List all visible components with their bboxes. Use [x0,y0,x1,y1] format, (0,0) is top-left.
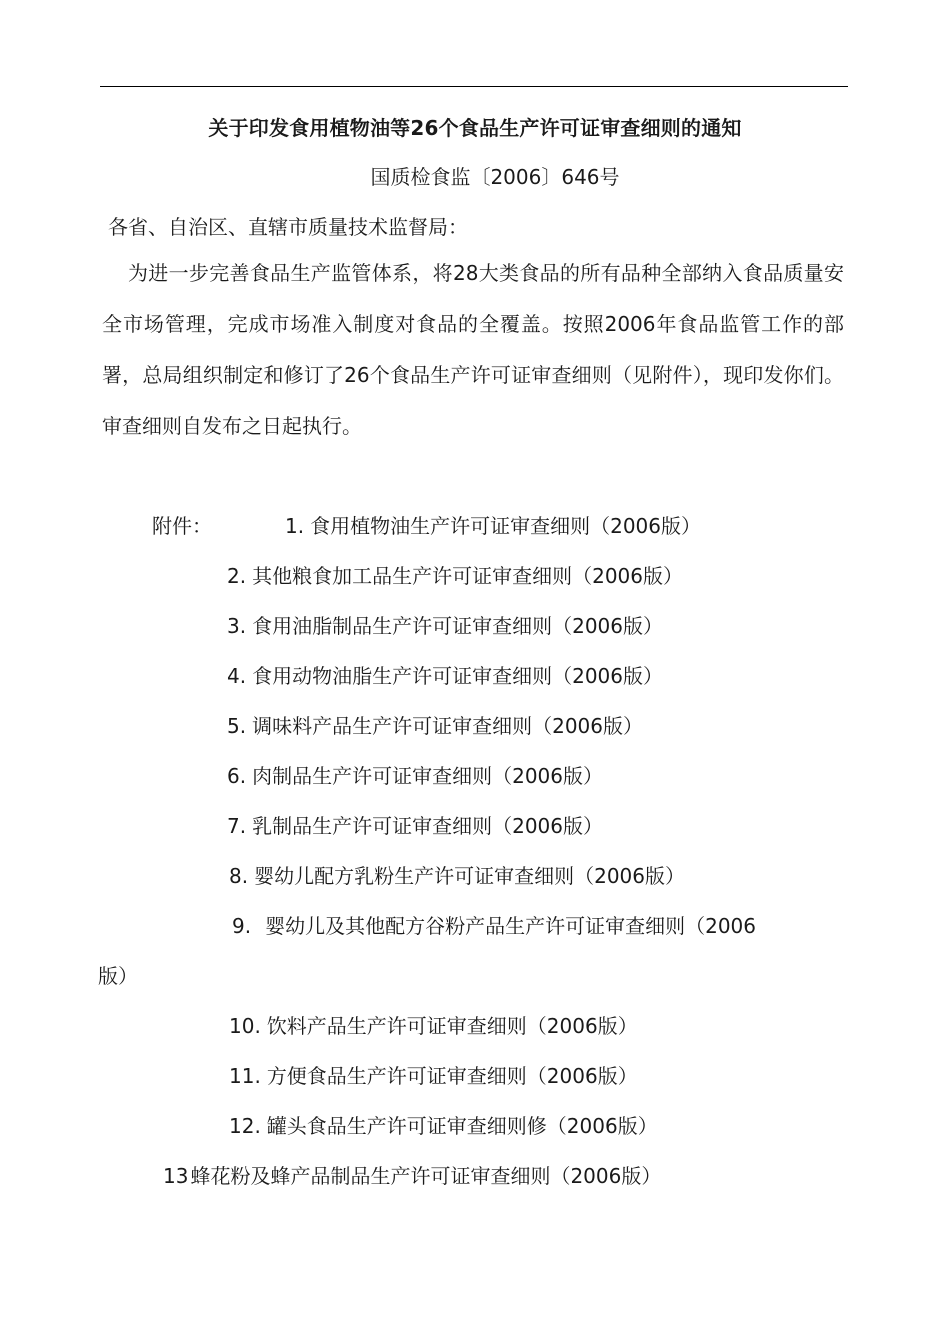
attachment-item [227,810,603,839]
document-number: 国质检食监〔2006〕646号 [370,165,620,189]
body-paragraph: 为进一步完善食品生产监管体系，将28大类食品的所有品种全部纳入食品质量安全市场管理，完成市场准入制度对食品的全覆盖。按照2006年食品监管工作的部署，总局组织制定和修订了26个食品生产许可证审查细则（见附件），现印发你们。审查细则自发布之日起执行。 [102,261,844,438]
attachment-number: 13 [163,1164,189,1188]
attachment-title: 肉制品生产许可证审查细则（2006版） [252,764,603,788]
attachments-label: 附件： [152,514,212,538]
attachment-number: 7. [227,814,247,838]
attachment-item [229,860,685,889]
document-title: 关于印发食用植物油等26个食品生产许可证审查细则的通知 [208,116,742,140]
attachment-number: 12. [229,1114,261,1138]
attachment-item [229,1060,638,1089]
attachment-item [232,910,756,939]
attachment-number: 5. [227,714,247,738]
attachment-title: 婴幼儿及其他配方谷粉产品生产许可证审查细则（2006 [265,914,756,938]
attachment-title: 食用植物油生产许可证审查细则（2006版） [310,514,701,538]
header-rule [100,86,848,87]
attachment-number: 8. [229,864,249,888]
attachment-title: 饮料产品生产许可证审查细则（2006版） [266,1014,638,1038]
attachment-number: 9. [232,914,252,938]
attachment-title: 食用油脂制品生产许可证审查细则（2006版） [252,614,663,638]
attachment-title: 食用动物油脂生产许可证审查细则（2006版） [252,664,663,688]
attachment-item [227,560,683,589]
attachment-title: 婴幼儿配方乳粉生产许可证审查细则（2006版） [254,864,685,888]
attachment-title: 其他粮食加工品生产许可证审查细则（2006版） [252,564,683,588]
attachment-title: 乳制品生产许可证审查细则（2006版） [252,814,603,838]
attachment-item [163,1160,661,1189]
attachment-number: 11. [229,1064,261,1088]
attachment-title: 蜂花粉及蜂产品制品生产许可证审查细则（2006版） [190,1164,662,1188]
attachment-number: 3. [227,614,247,638]
attachment-title: 方便食品生产许可证审查细则（2006版） [266,1064,638,1088]
attachment-number: 6. [227,764,247,788]
attachment-number: 2. [227,564,247,588]
attachment-title: 罐头食品生产许可证审查细则修（2006版） [266,1114,658,1138]
attachment-item [229,1010,638,1039]
attachment-item-continuation: 版） [98,964,138,988]
attachment-item [285,510,701,539]
attachment-number: 1. [285,514,305,538]
salutation: 各省、自治区、直辖市质量技术监督局： [108,215,468,239]
attachment-item [227,760,603,789]
attachment-item [227,610,663,639]
attachment-number: 10. [229,1014,261,1038]
attachment-item [227,660,663,689]
attachment-title: 调味料产品生产许可证审查细则（2006版） [252,714,643,738]
attachment-item [229,1110,658,1139]
attachment-item [227,710,643,739]
attachment-number: 4. [227,664,247,688]
